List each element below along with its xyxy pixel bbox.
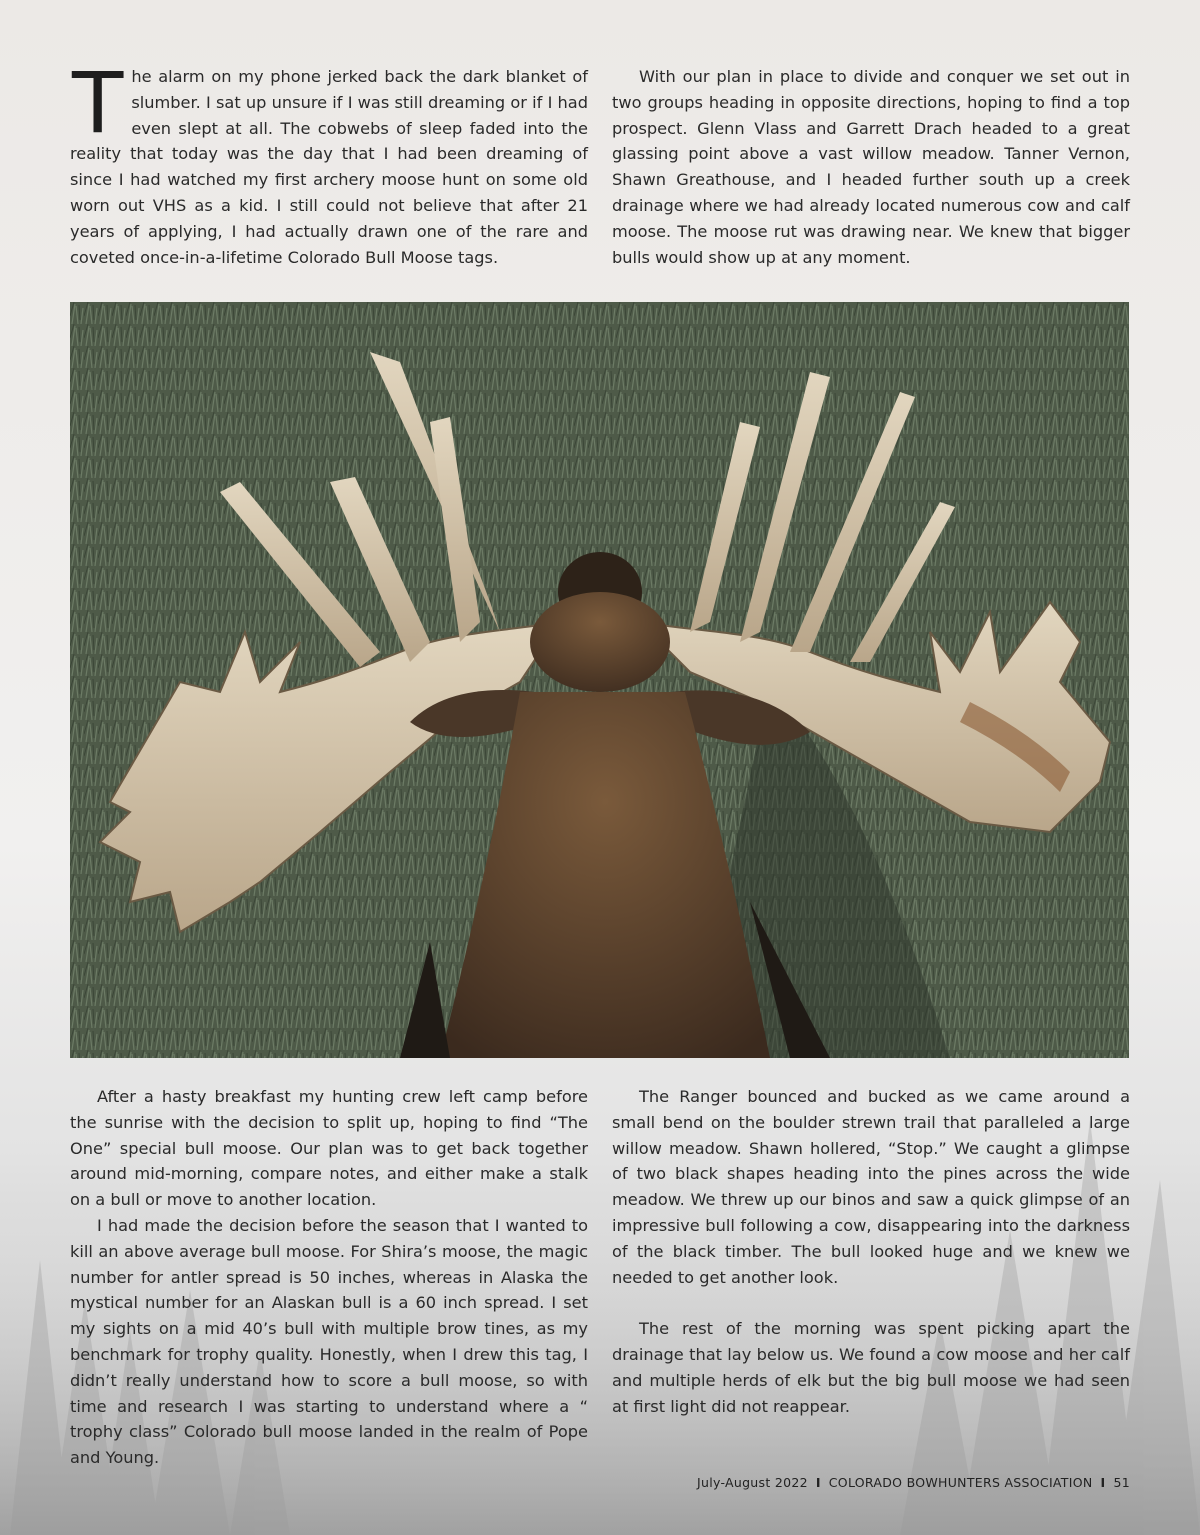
column-right-bottom <box>612 1084 1130 1419</box>
footer-separator: I <box>815 1475 821 1490</box>
paragraph: The Ranger bounced and bucked as we came around a small bend on the boulder strewn trail that paralleled a large willow meadow. Shawn hollered, “Stop.” We caught a glimpse of two black shapes heading into the pines across the wide meadow. We threw up our binos and saw a quick glimpse of an impressive bull following a cow, disappearing into the darkness of the black timber. The bull looked huge and we knew we needed to get another look. <box>612 1087 1130 1287</box>
column-right-top <box>612 64 1130 270</box>
column-left-top <box>70 54 588 270</box>
paragraph: The rest of the morning was spent picking apart the drainage that lay below us. We found a cow moose and her calf and multiple herds of elk but the big bull moose we had seen at first light did not reappear. <box>612 1319 1130 1416</box>
page-number: 51 <box>1113 1475 1130 1490</box>
issue-date: July-August 2022 <box>697 1475 808 1490</box>
publication-name: COLORADO BOWHUNTERS ASSOCIATION <box>828 1475 1093 1490</box>
paragraph: I had made the decision before the season that I wanted to kill an above average bull moose. For Shira’s moose, the magic number for antler spread is 50 inches, whereas in Alaska the mystical number for an Alaskan bull is a 60 inch spread. I set my sights on a mid 40’s bull with multiple brow tines, as my benchmark for trophy quality. Honestly, when I drew this tag, I didn’t really understand how to score a bull moose, so with time and research I was starting to understand where a “ trophy class” Colorado bull moose landed in the realm of Pope and Young. <box>70 1215 588 1468</box>
page-footer <box>697 1475 1130 1490</box>
drop-cap: T <box>72 54 124 152</box>
paragraph: After a hasty breakfast my hunting crew left camp before the sunrise with the decision to split up, hoping to find “The One” special bull moose. Our plan was to get back together around mid-morning, compare notes, and either make a stalk on a bull or move to another location. <box>70 1087 588 1210</box>
paragraph: With our plan in place to divide and conquer we set out in two groups heading in opposite directions, hoping to find a top prospect. Glenn Vlass and Garrett Drach headed to a great glassing point above a vast willow meadow. Tanner Vernon, Shawn Greathouse, and I headed further south up a creek drainage where we had already located numerous cow and calf moose. The moose rut was drawing near. We knew that bigger bulls would show up at any moment. <box>612 67 1130 267</box>
opening-paragraph <box>70 54 588 270</box>
column-left-bottom <box>70 1084 588 1471</box>
moose-antlers-image <box>70 302 1129 1058</box>
moose-photo <box>70 302 1129 1058</box>
footer-separator: I <box>1100 1475 1106 1490</box>
opening-paragraph-text: he alarm on my phone jerked back the dark blanket of slumber. I sat up unsure if I was still dreaming or if I had even slept at all. The cobwebs of sleep faded into the reality that today was the day that I had been dreaming of since I had watched my first archery moose hunt on some old worn out VHS as a kid. I still could not believe that after 21 years of applying, I had actually drawn one of the rare and coveted once-in-a-lifetime Colorado Bull Moose tags. <box>70 67 588 267</box>
